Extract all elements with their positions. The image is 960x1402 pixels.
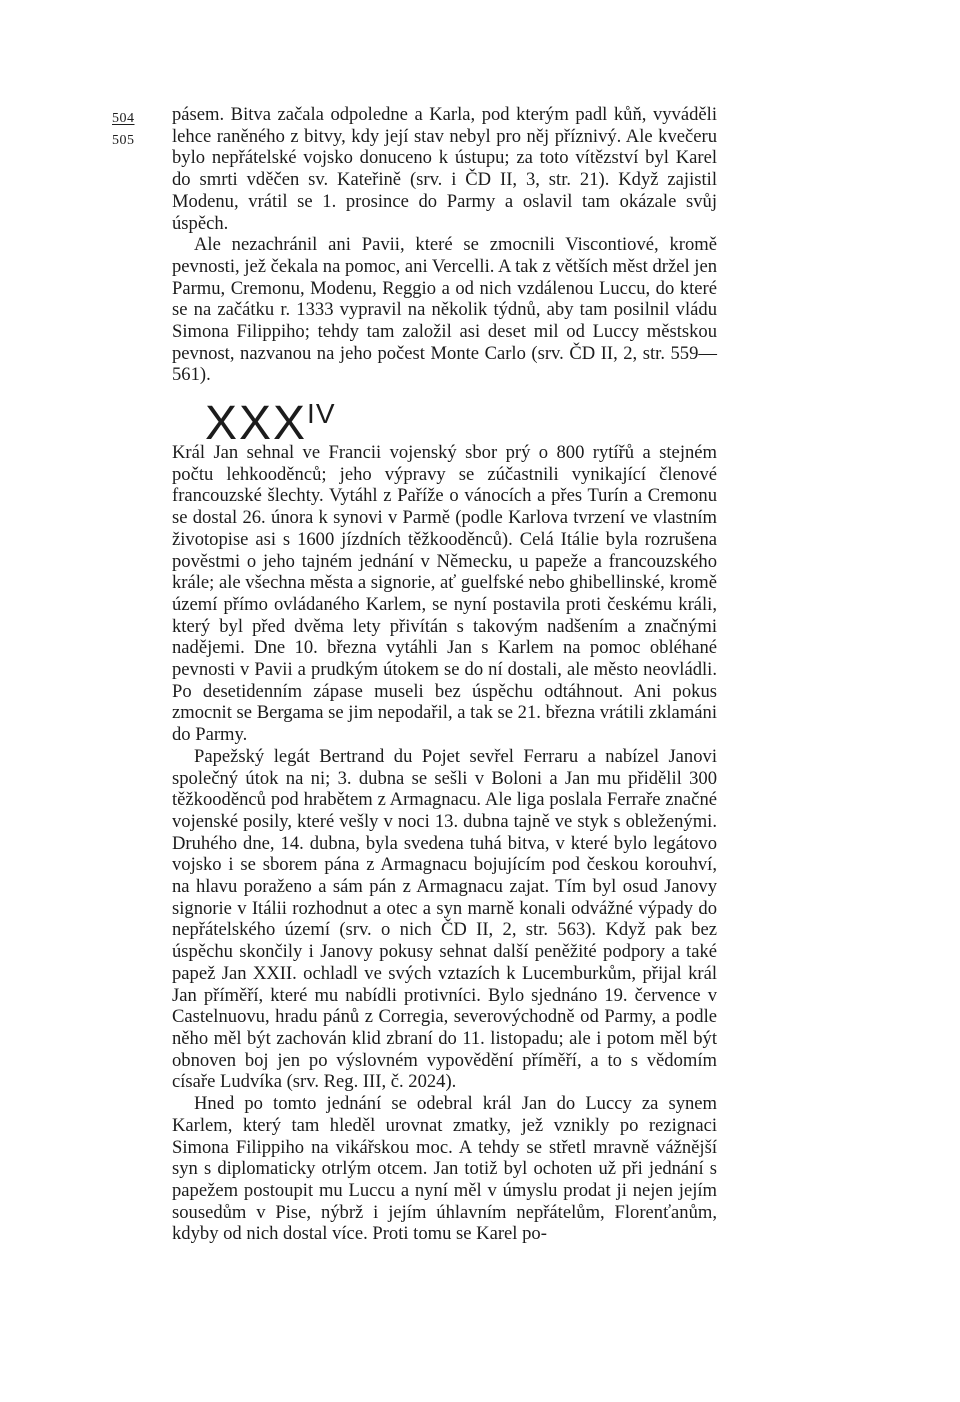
paragraph: Král Jan sehnal ve Francii vojenský sbor prý o 800 rytířů a stejném počtu lehkooděnců; jeho výpravy se zúčastnili vynikající členové francouzské šlechty. Vytáhl z Paříže o vánocích a přes Turín a Cremonu se dostal 26. února k synovi v Parmě (podle Karlova tvrzení ve vlastním životopise asi s 1600 jízdních těžkooděnců). Celá Itálie byla rozrušena pověstmi o jeho tajném jednání v Německu, u papeže a francouzského krále; ale všechna města a signorie, ať guelfské nebo ghibellinské, kromě území přímo ovládaného Karlem, se nyní postavila proti českému králi, který byl před dvěma lety přivítán s takovým nadšením a značnými nadějemi. Dne 10. března vytáhli Jan s Karlem na pomoc obléhané pevnosti v Pavii a prudkým útokem se do ní dostali, ale město neovládli. Po desetidenním zápase museli bez úspěchu odtáhnout. Ani pokus zmocnit se Bergama se jim nepodařil, a tak se 21. března vrátili zklamáni do Parmy. bbox=[172, 442, 717, 746]
chapter-body bbox=[172, 442, 717, 1245]
section-before-chapter bbox=[172, 104, 717, 386]
chapter-number: XXX bbox=[205, 397, 308, 450]
paragraph: Papežský legát Bertrand du Pojet sevřel Ferraru a nabízel Janovi společný útok na ni; 3. dubna se sešli v Boloni a Jan mu přidělil 300 těžkooděnců pod hrabětem z Armagnacu. Ale liga poslala Ferraře značné vojenské posily, které vešly v noci 13. dubna tajně ve styk s obleženými. Druhého dne, 14. dubna, byla svedena tuhá bitva, v které bylo legátovo vojsko i se sborem pána z Armagnacu bojujícím pod českou korouhví, na hlavu poraženo a sám pán z Armagnacu zajat. Tím byl osud Janovy signorie v Itálii rozhodnut a otec a syn marně konali odvážné výpady do nepřátelského území (srv. o nich ČD II, 2, str. 563). Když pak bez úspěchu skončily i Janovy pokusy sehnat další peněžité podpory a také papež Jan XXII. ochladl ve svých vztazích k Lucemburkům, přijal král Jan příměří, které mu nabídli protivníci. Bylo sjednáno 19. července v Castelnuovu, hradu pánů z Corregia, severovýchodně od Parmy, a podle něho měl být zachován klid zbraní do 11. listopadu; ale i potom měl být obnoven boj jen po výslovném vypovědění příměří, a to s vědomím císaře Ludvíka (srv. Reg. III, č. 2024). bbox=[172, 745, 717, 1093]
paragraph: Hned po tomto jednání se odebral král Jan do Luccy za synem Karlem, který tam hleděl urovnat zmatky, jež vznikly po rezignaci Simona Filippiho na vikářskou moc. A tehdy se střetl mravně vážnější syn s diplomaticky otrlým otcem. Jan totiž byl ochoten už při jednání s papežem postoupit mu Luccu a nyní měl v úmyslu prodat ji nejen jejím sousedům v Pise, nýbrž i jejím úhlavním nepřátelům, Florenťanům, kdyby od nich dostal více. Proti tomu se Karel po- bbox=[172, 1093, 717, 1245]
chapter-number-superscript: IV bbox=[307, 398, 336, 429]
chapter-heading bbox=[205, 388, 336, 450]
paragraph: pásem. Bitva začala odpoledne a Karla, pod kterým padl kůň, vyváděli lehce raněného z bitvy, kdy její stav nebyl pro něj příznivý. Ale kvečeru bylo nepřátelské vojsko donuceno k ústupu; za toto vítězství byl Karel do smrti vděčen sv. Kateřině (srv. i ČD II, 3, str. 21). Když zajistil Modenu, vrátil se 1. prosince do Parmy a oslavil tam okázale svůj úspěch. bbox=[172, 104, 717, 234]
margin-page-numbers bbox=[112, 108, 152, 152]
margin-page-number-top: 504 bbox=[112, 111, 135, 126]
margin-page-number-bottom: 505 bbox=[112, 133, 135, 148]
paragraph: Ale nezachránil ani Pavii, které se zmocnili Viscontiové, kromě pevnosti, jež čekala na pomoc, ani Vercelli. A tak z větších měst držel jen Parmu, Cremonu, Modenu, Reggio a od nich vzdálenou Luccu, do které se na začátku r. 1333 vypravil na několik týdnů, aby tam posilnil vládu Simona Filippiho; tehdy tam založil asi deset mil od Luccy městskou pevnost, nazvanou na jeho počest Monte Carlo (srv. ČD II, 2, str. 559—561). bbox=[172, 234, 717, 386]
